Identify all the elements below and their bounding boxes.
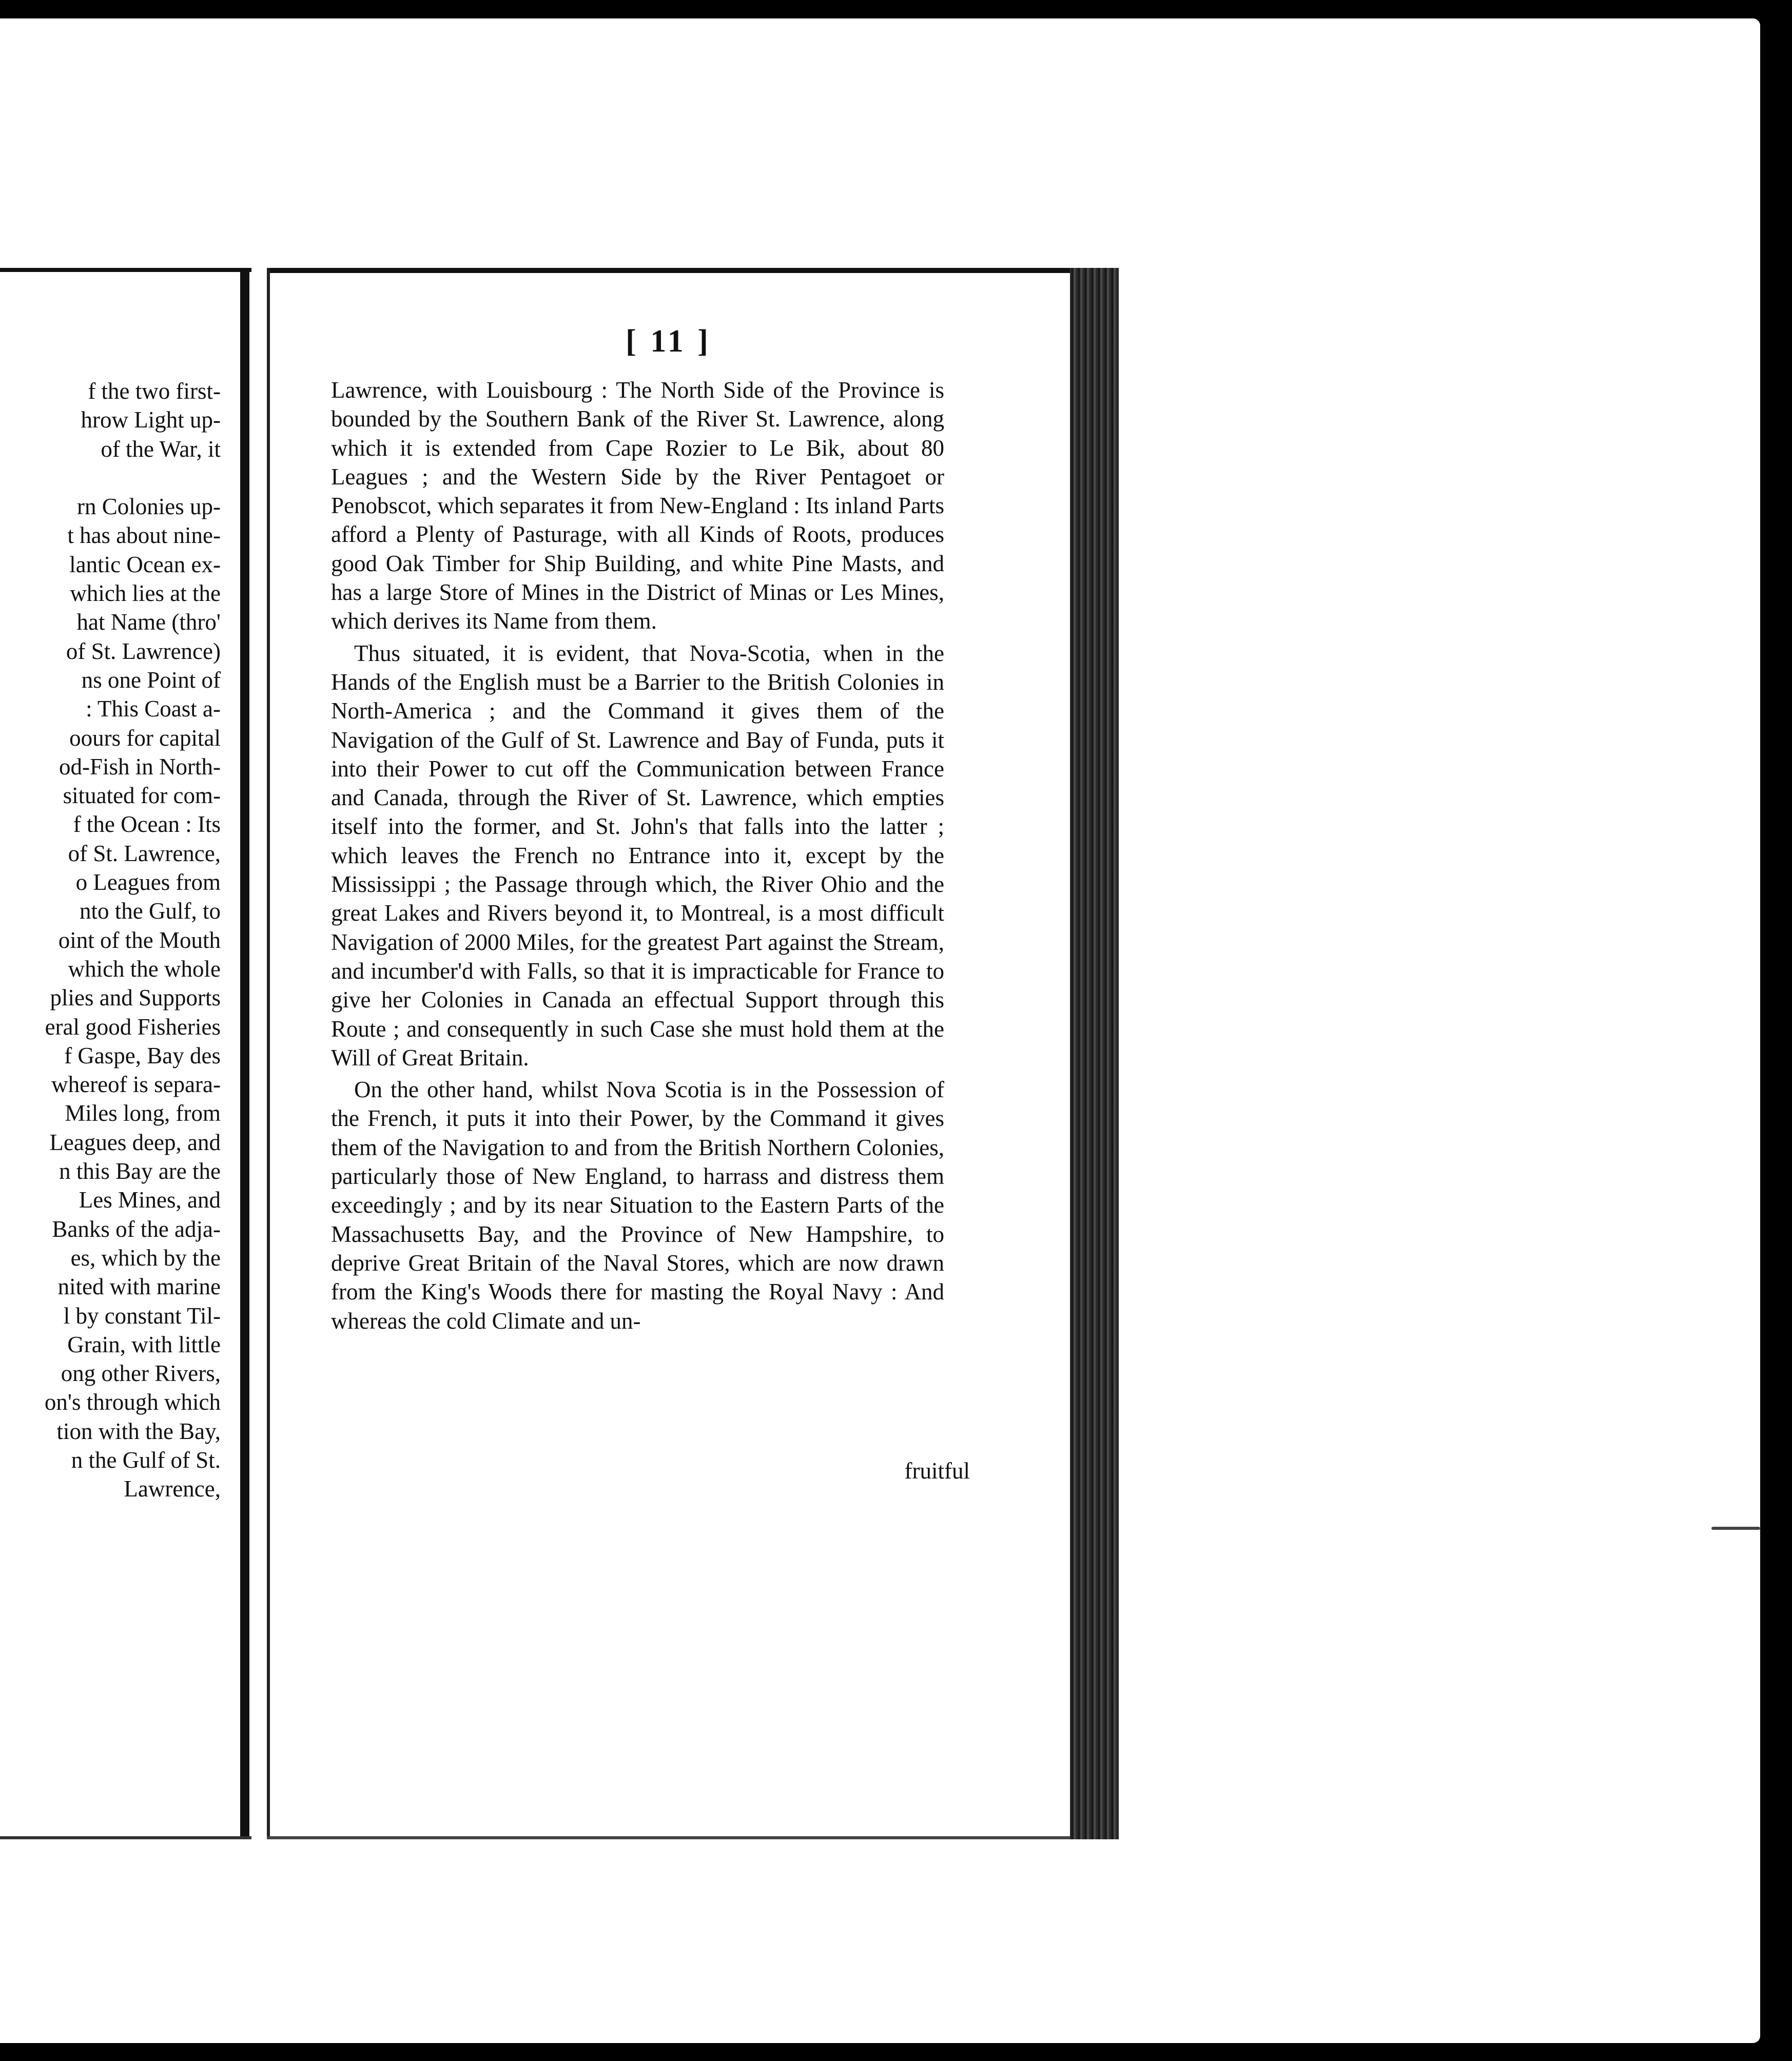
left-page-fragment [0,268,251,1839]
main-page-gutter-rule [267,268,270,1839]
paragraph-2: Thus situated, it is evident, that Nova-Scotia, when in the Hands of the English must be a Barrier to the British Colonies in North-America ; and the Command it gives them of the Navigation of the Gulf of St. Lawrence and Bay of Funda, puts it into their Power to cut off the Communication between France and Canada, through the River of St. Lawrence, which empties itself into the former, and St. John's that falls into the latter ; which leaves the French no Entrance into it, except by the Mississippi ; the Passage through which, the River Ohio and the great Lakes and Rivers beyond it, to Montreal, is a most difficult Navigation of 2000 Miles, for the greatest Part against the Stream, and incumber'd with Falls, so that it is impracticable for France to give her Colonies in Canada an effectual Support through this Route ; and consequently in such Case she must hold them at the Will of Great Britain. [331,640,944,1071]
left-page-line: hat Name (thro' [76,609,221,635]
left-page-line: nto the Gulf, to [80,898,221,924]
left-page-line: on's through which [44,1389,221,1415]
left-page-line: : This Coast a- [86,696,221,722]
left-page-line: oours for capital [69,725,221,751]
left-page-line: Banks of the adja- [52,1216,221,1242]
left-page-line: ns one Point of [81,667,221,693]
main-page-top-rule [267,268,1081,273]
left-page-spine-rule [240,268,249,1839]
catchword: fruitful [904,1458,970,1484]
left-page-line: Lawrence, [124,1476,221,1502]
left-page-line: Les Mines, and [79,1187,221,1213]
left-page-line: l by constant Til- [63,1302,221,1329]
page-block-edge [1070,268,1119,1839]
left-page-line: od-Fish in North- [59,753,221,780]
left-page-line: rn Colonies up- [77,494,221,520]
left-page-line: n the Gulf of St. [71,1447,221,1473]
left-page-line: of St. Lawrence) [66,638,221,664]
left-page-line: f the Ocean : Its [73,811,221,838]
paragraph-3: On the other hand, whilst Nova Scotia is in the Possession of the French, it puts it into their Power, by the Command it gives them of the Navigation to and from the British Northern Colonies, particularly those of New England, to harrass and distress them exceedingly ; and by its near Situation to the Eastern Parts of the Massachusetts Bay, and the Province of New Hampshire, to deprive Great Britain of the Naval Stores, which are now drawn from the King's Woods there for masting the Royal Navy : And whereas the cold Climate and un- [331,1077,944,1334]
left-page-bottom-rule [0,1836,251,1839]
main-page [267,268,1070,1839]
body-text [331,376,944,1338]
left-page-text [5,377,221,1504]
left-page-line: o Leagues from [75,869,221,896]
left-page-line: Miles long, from [65,1100,221,1126]
left-page-line: tion with the Bay, [56,1418,221,1444]
left-page-line: nited with marine [57,1274,221,1300]
left-page-line: f Gaspe, Bay des [64,1042,221,1068]
main-page-bottom-rule [267,1836,1070,1839]
left-page-line: which lies at the [70,580,221,607]
paragraph-1: Lawrence, with Louisbourg : The North Side of the Province is bounded by the Southern Bank of the River St. Lawrence, along which it is extended from Cape Rozier to Le Bik, about 80 Leagues ; and the Western Side by the River Pentagoet or Penobscot, which separates it from New-England : Its inland Parts afford a Plenty of Pasturage, with all Kinds of Roots, produces good Oak Timber for Ship Building, and white Pine Masts, and has a large Store of Mines in the District of Minas or Les Mines, which derives its Name from them. [331,377,944,634]
left-page-line: plies and Supports [50,985,221,1011]
left-page-line: ong other Rivers, [61,1360,221,1387]
page-number: [ 11 ] [626,324,711,359]
margin-mark [1711,1527,1760,1530]
left-page-line: situated for com- [63,783,221,809]
left-page-line [5,463,221,492]
left-page-line: Grain, with little [67,1331,221,1357]
left-page-line: of the War, it [101,436,221,462]
left-page-line: f the two first- [88,378,221,404]
left-page-line: which the whole [68,956,221,982]
left-page-line: eral good Fisheries [45,1014,221,1040]
left-page-line: es, which by the [70,1245,221,1271]
left-page-line: whereof is separa- [51,1072,221,1098]
left-page-line: oint of the Mouth [58,927,221,953]
left-page-line: n this Bay are the [59,1158,221,1184]
left-page-line: lantic Ocean ex- [69,551,221,577]
left-page-line: of St. Lawrence, [68,840,221,866]
left-page-line: Leagues deep, and [49,1129,221,1155]
left-page-line: hrow Light up- [81,407,221,433]
left-page-top-rule [0,268,251,272]
left-page-line: t has about nine- [67,522,221,549]
